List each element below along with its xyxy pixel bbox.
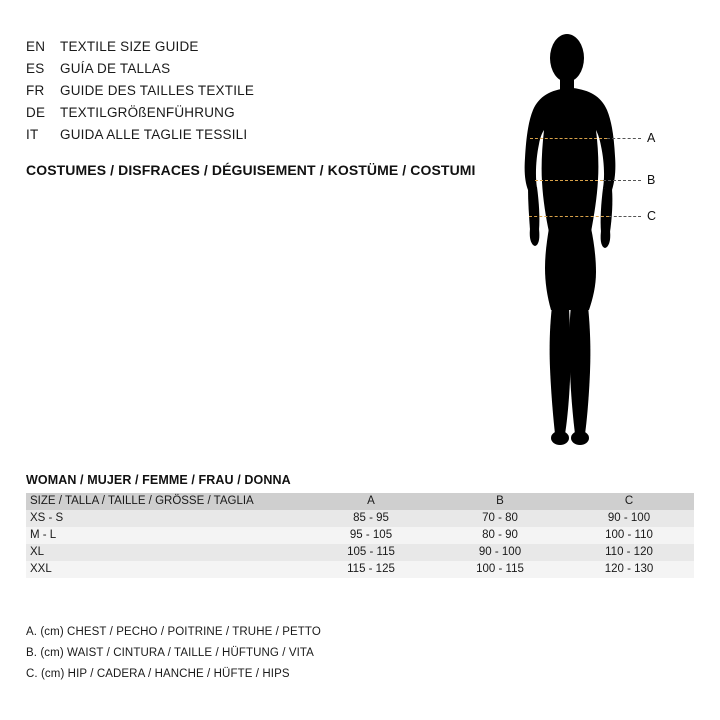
language-header-block [26, 36, 466, 146]
waist-leader-line [603, 180, 641, 181]
cell-a: 105 - 115 [306, 544, 436, 561]
table-row [26, 510, 694, 527]
cell-size: XXL [26, 561, 306, 578]
column-header-b: B [436, 493, 564, 510]
cell-size: XS - S [26, 510, 306, 527]
female-body-figure [495, 30, 685, 450]
table-title: WOMAN / MUJER / FEMME / FRAU / DONNA [26, 473, 291, 487]
cell-b: 70 - 80 [436, 510, 564, 527]
measure-label-a: A [647, 131, 656, 145]
language-text-fr: GUIDE DES TAILLES TEXTILE [60, 83, 255, 98]
chest-leader-line [607, 138, 641, 139]
measure-label-c: C [647, 209, 657, 223]
cell-b: 90 - 100 [436, 544, 564, 561]
column-header-size: SIZE / TALLA / TAILLE / GRÖSSE / TAGLIA [26, 493, 306, 510]
cell-b: 100 - 115 [436, 561, 564, 578]
language-code-en: EN [26, 39, 46, 54]
body-silhouette-icon [495, 30, 685, 450]
column-header-c: C [564, 493, 694, 510]
cell-c: 110 - 120 [564, 544, 694, 561]
language-row-en [26, 36, 466, 58]
legend-item-b: B. (cm) WAIST / CINTURA / TAILLE / HÜFTUNG / VITA [26, 647, 314, 659]
table-header-row [26, 493, 694, 510]
cell-a: 115 - 125 [306, 561, 436, 578]
column-header-a: A [306, 493, 436, 510]
language-code-fr: FR [26, 83, 45, 98]
cell-c: 90 - 100 [564, 510, 694, 527]
waist-measure-line [535, 180, 603, 181]
cell-b: 80 - 90 [436, 527, 564, 544]
language-row-es [26, 58, 466, 80]
hip-leader-line [609, 216, 641, 217]
language-text-it: GUIDA ALLE TAGLIE TESSILI [60, 127, 248, 142]
chest-measure-line [530, 138, 607, 139]
costumes-subtitle: COSTUMES / DISFRACES / DÉGUISEMENT / KOSTÜME / COSTUMI [26, 162, 476, 178]
cell-a: 85 - 95 [306, 510, 436, 527]
cell-c: 120 - 130 [564, 561, 694, 578]
cell-size: M - L [26, 527, 306, 544]
legend-item-a: A. (cm) CHEST / PECHO / POITRINE / TRUHE / PETTO [26, 626, 321, 638]
cell-a: 95 - 105 [306, 527, 436, 544]
cell-size: XL [26, 544, 306, 561]
cell-c: 100 - 110 [564, 527, 694, 544]
measure-label-b: B [647, 173, 656, 187]
table-row [26, 561, 694, 578]
language-text-es: GUÍA DE TALLAS [60, 61, 171, 76]
language-code-it: IT [26, 127, 39, 142]
language-code-de: DE [26, 105, 46, 120]
language-row-it [26, 124, 466, 146]
table-row [26, 527, 694, 544]
language-row-fr [26, 80, 466, 102]
table-row [26, 544, 694, 561]
measurement-legend [26, 622, 321, 685]
language-text-de: TEXTILGRÖßENFÜHRUNG [60, 105, 235, 120]
size-table [26, 493, 694, 578]
language-row-de [26, 102, 466, 124]
legend-item-c: C. (cm) HIP / CADERA / HANCHE / HÜFTE / HIPS [26, 668, 290, 680]
language-text-en: TEXTILE SIZE GUIDE [60, 39, 199, 54]
language-code-es: ES [26, 61, 45, 76]
hip-measure-line [529, 216, 609, 217]
